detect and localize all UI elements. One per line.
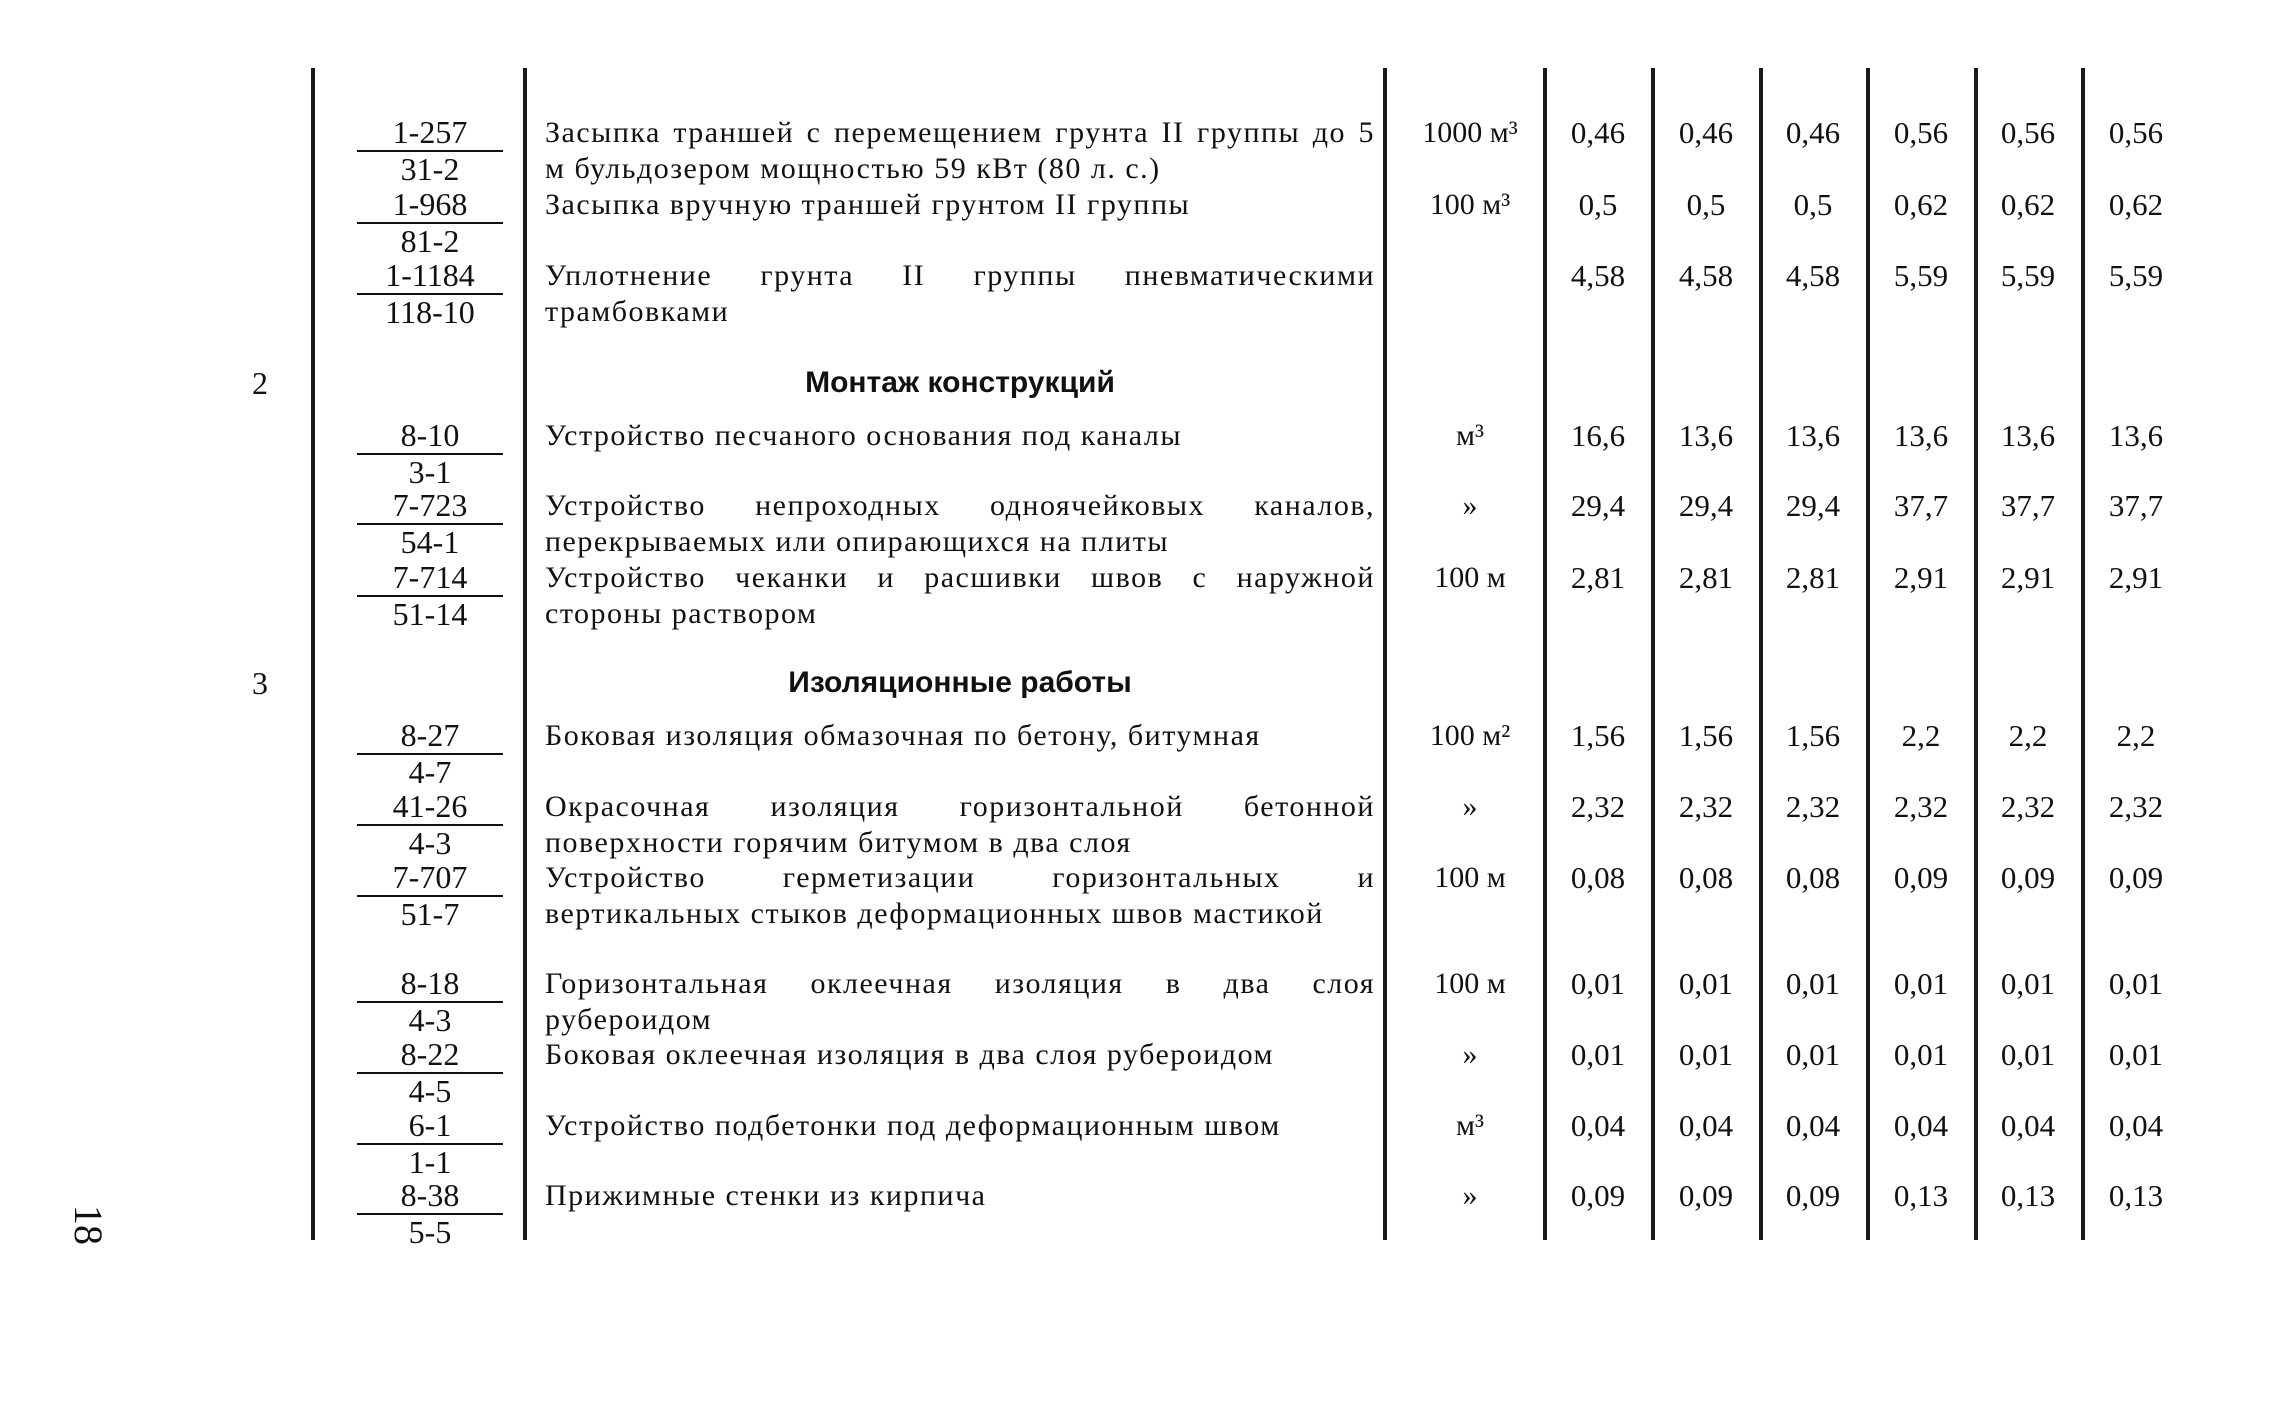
- value-cell: 0,5: [1793, 187, 1833, 222]
- column-rule: [311, 68, 315, 1240]
- code-denominator: 5-5: [408, 1214, 452, 1250]
- value-cell: 37,7: [2108, 488, 2164, 523]
- value-cell: 0,56: [1893, 115, 1949, 150]
- code-numerator: 7-714: [357, 560, 503, 597]
- work-description: Окрасочная изоляция горизонтальной бетонной поверхности горячим битумом в два слоя: [545, 790, 1375, 859]
- value-cell: 0,04: [2000, 1108, 2056, 1143]
- section-number: 2: [252, 365, 268, 401]
- value-cell: 5,59: [2000, 258, 2056, 293]
- value-cell: 2,32: [1570, 789, 1626, 824]
- value-cell: 0,01: [1785, 966, 1841, 1001]
- code-numerator: 7-707: [357, 860, 503, 897]
- code-numerator: 8-10: [357, 418, 503, 455]
- value-cell: 2,91: [1893, 560, 1949, 595]
- unit-of-measure: »: [1462, 1179, 1478, 1212]
- norm-code: [345, 966, 515, 1037]
- unit-of-measure: 1000 м³: [1422, 116, 1518, 149]
- column-rule: [523, 68, 527, 1240]
- code-denominator: 4-5: [408, 1073, 452, 1109]
- work-description: Устройство подбетонки под деформационным швом: [545, 1109, 1281, 1142]
- value-cell: 29,4: [1785, 488, 1841, 523]
- value-cell: 0,56: [2000, 115, 2056, 150]
- unit-of-measure: 100 м: [1434, 861, 1506, 894]
- value-cell: 0,01: [1893, 1037, 1949, 1072]
- value-cell: 0,62: [1893, 187, 1949, 222]
- value-cell: 0,04: [1678, 1108, 1734, 1143]
- work-description: Прижимные стенки из кирпича: [545, 1179, 987, 1212]
- work-description: Засыпка траншей с перемещением грунта II группы до 5 м бульдозером мощностью 59 кВт (80 л. с.): [545, 116, 1375, 185]
- column-rule: [2081, 68, 2085, 1240]
- value-cell: 16,6: [1570, 418, 1626, 453]
- code-numerator: 8-18: [357, 966, 503, 1003]
- value-cell: 37,7: [1893, 488, 1949, 523]
- value-cell: 0,01: [1893, 966, 1949, 1001]
- work-description: Устройство непроходных одноячейковых каналов, перекрываемых или опирающихся на плиты: [545, 489, 1375, 558]
- work-description: Устройство песчаного основания под каналы: [545, 419, 1182, 452]
- value-cell: 0,13: [2000, 1178, 2056, 1213]
- value-cell: 0,5: [1578, 187, 1618, 222]
- value-cell: 2,2: [2116, 718, 2156, 753]
- value-cell: 2,32: [1678, 789, 1734, 824]
- value-cell: 0,01: [2108, 1037, 2164, 1072]
- work-description: Устройство герметизации горизонтальных и вертикальных стыков деформационных швов мастикой: [545, 861, 1375, 930]
- value-cell: 1,56: [1785, 718, 1841, 753]
- code-denominator: 81-2: [400, 223, 460, 259]
- value-cell: 2,91: [2108, 560, 2164, 595]
- unit-of-measure: »: [1462, 1038, 1478, 1071]
- work-description: Боковая оклеечная изоляция в два слоя рубероидом: [545, 1038, 1275, 1071]
- section-title: Монтаж конструкций: [805, 366, 1115, 399]
- value-cell: 2,2: [1901, 718, 1941, 753]
- value-cell: 13,6: [2000, 418, 2056, 453]
- value-cell: 37,7: [2000, 488, 2056, 523]
- unit-of-measure: м³: [1456, 1109, 1484, 1142]
- value-cell: 0,01: [2000, 966, 2056, 1001]
- value-cell: 0,01: [2108, 966, 2164, 1001]
- value-cell: 0,01: [1785, 1037, 1841, 1072]
- value-cell: 0,46: [1785, 115, 1841, 150]
- value-cell: 2,32: [2108, 789, 2164, 824]
- value-cell: 0,13: [2108, 1178, 2164, 1213]
- value-cell: 0,08: [1570, 860, 1626, 895]
- code-denominator: 4-7: [408, 754, 452, 790]
- unit-of-measure: м³: [1456, 419, 1484, 452]
- value-cell: 0,56: [2108, 115, 2164, 150]
- code-denominator: 1-1: [408, 1144, 452, 1180]
- code-denominator: 54-1: [400, 524, 460, 560]
- value-cell: 0,01: [1570, 966, 1626, 1001]
- code-numerator: 1-1184: [357, 258, 503, 295]
- value-cell: 0,01: [1570, 1037, 1626, 1072]
- code-denominator: 51-7: [400, 896, 460, 932]
- value-cell: 2,2: [2008, 718, 2048, 753]
- value-cell: 13,6: [1785, 418, 1841, 453]
- code-numerator: 8-22: [357, 1037, 503, 1074]
- value-cell: 0,09: [1570, 1178, 1626, 1213]
- value-cell: 4,58: [1678, 258, 1734, 293]
- work-description: Горизонтальная оклеечная изоляция в два слоя рубероидом: [545, 967, 1375, 1036]
- value-cell: 0,09: [2108, 860, 2164, 895]
- code-numerator: 7-723: [357, 488, 503, 525]
- value-cell: 2,81: [1678, 560, 1734, 595]
- value-cell: 0,01: [1678, 966, 1734, 1001]
- norm-code: [345, 560, 515, 631]
- norm-code: [345, 1037, 515, 1108]
- value-cell: 0,04: [1570, 1108, 1626, 1143]
- value-cell: 0,5: [1686, 187, 1726, 222]
- unit-of-measure: 100 м²: [1429, 719, 1511, 752]
- value-cell: 0,01: [2000, 1037, 2056, 1072]
- value-cell: 0,09: [1785, 1178, 1841, 1213]
- value-cell: 0,09: [1678, 1178, 1734, 1213]
- value-cell: 2,32: [1893, 789, 1949, 824]
- norm-code: [345, 115, 515, 186]
- code-denominator: 3-1: [408, 454, 452, 490]
- work-description: Уплотнение грунта II группы пневматическими трамбовками: [545, 259, 1375, 328]
- code-numerator: 8-38: [357, 1178, 503, 1215]
- value-cell: 0,04: [2108, 1108, 2164, 1143]
- code-numerator: 41-26: [357, 789, 503, 826]
- work-description: Устройство чеканки и расшивки швов с наружной стороны раствором: [545, 561, 1375, 630]
- value-cell: 0,46: [1570, 115, 1626, 150]
- value-cell: 0,08: [1785, 860, 1841, 895]
- value-cell: 5,59: [1893, 258, 1949, 293]
- value-cell: 1,56: [1678, 718, 1734, 753]
- value-cell: 0,08: [1678, 860, 1734, 895]
- value-cell: 0,01: [1678, 1037, 1734, 1072]
- code-denominator: 4-3: [408, 825, 452, 861]
- unit-of-measure: 100 м: [1434, 967, 1506, 1000]
- unit-of-measure: 100 м: [1434, 561, 1506, 594]
- code-numerator: 6-1: [357, 1108, 503, 1145]
- value-cell: 0,62: [2108, 187, 2164, 222]
- code-numerator: 8-27: [357, 718, 503, 755]
- unit-of-measure: 100 м³: [1429, 188, 1511, 221]
- norm-code: [345, 187, 515, 258]
- unit-of-measure: »: [1462, 489, 1478, 522]
- column-rule: [1383, 68, 1387, 1240]
- work-description: Боковая изоляция обмазочная по бетону, битумная: [545, 719, 1261, 752]
- value-cell: 5,59: [2108, 258, 2164, 293]
- value-cell: 0,04: [1785, 1108, 1841, 1143]
- value-cell: 29,4: [1570, 488, 1626, 523]
- work-description: Засыпка вручную траншей грунтом II группы: [545, 188, 1191, 221]
- column-rule: [1651, 68, 1655, 1240]
- unit-of-measure: »: [1462, 790, 1478, 823]
- column-rule: [1866, 68, 1870, 1240]
- norm-code: [345, 258, 515, 329]
- value-cell: 2,91: [2000, 560, 2056, 595]
- section-number: 3: [252, 665, 268, 701]
- norm-code: [345, 1108, 515, 1179]
- value-cell: 0,09: [2000, 860, 2056, 895]
- value-cell: 13,6: [2108, 418, 2164, 453]
- code-denominator: 4-3: [408, 1002, 452, 1038]
- value-cell: 4,58: [1785, 258, 1841, 293]
- value-cell: 2,32: [2000, 789, 2056, 824]
- norm-code: [345, 1178, 515, 1249]
- norm-code: [345, 789, 515, 860]
- value-cell: 1,56: [1570, 718, 1626, 753]
- code-denominator: 118-10: [385, 294, 475, 330]
- norm-code: [345, 418, 515, 489]
- value-cell: 2,81: [1785, 560, 1841, 595]
- value-cell: 2,32: [1785, 789, 1841, 824]
- norm-code: [345, 718, 515, 789]
- value-cell: 0,04: [1893, 1108, 1949, 1143]
- code-numerator: 1-968: [357, 187, 503, 224]
- norm-code: [345, 488, 515, 559]
- code-numerator: 1-257: [357, 115, 503, 152]
- section-title: Изоляционные работы: [788, 666, 1132, 699]
- value-cell: 0,62: [2000, 187, 2056, 222]
- norm-code: [345, 860, 515, 931]
- value-cell: 29,4: [1678, 488, 1734, 523]
- page-number: 18: [66, 1205, 111, 1245]
- value-cell: 0,46: [1678, 115, 1734, 150]
- code-denominator: 51-14: [392, 596, 468, 632]
- code-denominator: 31-2: [400, 151, 460, 187]
- value-cell: 4,58: [1570, 258, 1626, 293]
- value-cell: 13,6: [1678, 418, 1734, 453]
- value-cell: 2,81: [1570, 560, 1626, 595]
- value-cell: 0,13: [1893, 1178, 1949, 1213]
- value-cell: 0,09: [1893, 860, 1949, 895]
- value-cell: 13,6: [1893, 418, 1949, 453]
